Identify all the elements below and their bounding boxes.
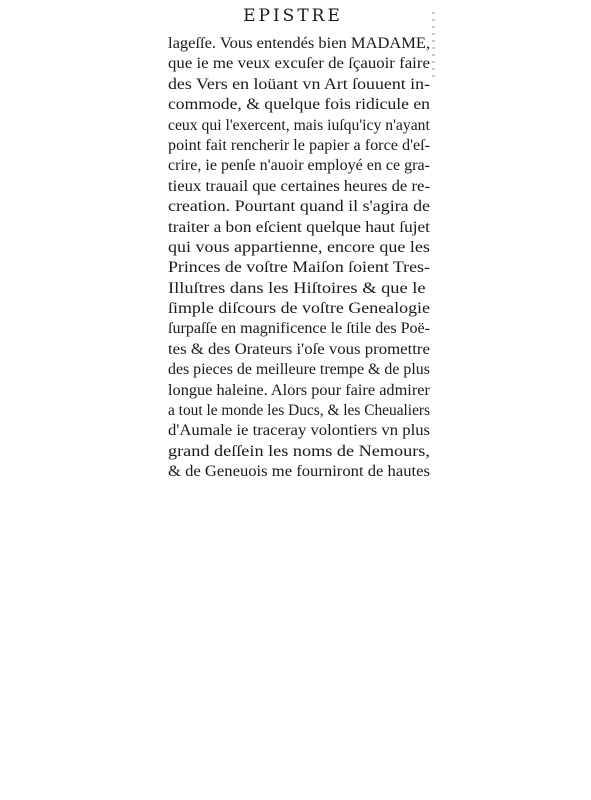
- text-line: ſurpaſſe en magnificence le ſtile des Poë-: [168, 320, 431, 338]
- text-line: d'Aumale ie traceray volontiers vn plus: [168, 422, 431, 440]
- text-line: commode, & quelque fois ridicule en: [168, 96, 430, 114]
- text-line: Illuſtres dans les Hiſtoires & que le: [168, 279, 426, 297]
- text-line: grand deſſein les noms de Nemours,: [168, 442, 430, 460]
- text-line: que ie me veux excuſer de ſçauoir faire: [168, 55, 430, 73]
- text-line: ſimple diſcours de voſtre Genealogie: [168, 300, 430, 318]
- text-line: longue haleine. Alors pour faire admirer: [168, 381, 430, 399]
- text-line: point fait rencherir le papier a force d'eſ-: [168, 136, 431, 154]
- text-line: creation. Pourtant quand il s'agira de: [168, 198, 430, 216]
- text-line: ceux qui l'exercent, mais iuſqu'icy n'ayant: [168, 116, 430, 134]
- text-line: qui vous appartienne, encore que les: [168, 238, 430, 256]
- text-line: crire, ie penſe n'auoir employé en ce gra-: [168, 157, 430, 175]
- text-line: tieux trauail que certaines heures de re-: [168, 177, 430, 195]
- running-header: EPISTRE: [243, 6, 343, 26]
- text-line: tes & des Orateurs i'oſe vous promettre: [168, 340, 430, 358]
- text-line: Princes de voſtre Maiſon ſoient Tres-: [168, 259, 430, 277]
- text-line: & de Geneuois me fourniront de hautes: [168, 463, 430, 481]
- text-line: des pieces de meilleure trempe & de plus: [168, 361, 430, 379]
- text-line: traiter a bon eſcient quelque haut ſujet: [168, 218, 430, 236]
- text-line: des Vers en loüant vn Art ſouuent in-: [168, 75, 431, 93]
- text-line: lageſſe. Vous entendés bien MADAME,: [168, 35, 431, 52]
- body-text: [168, 34, 430, 483]
- text-line: a tout le monde les Ducs, & les Cheualiers: [168, 402, 431, 420]
